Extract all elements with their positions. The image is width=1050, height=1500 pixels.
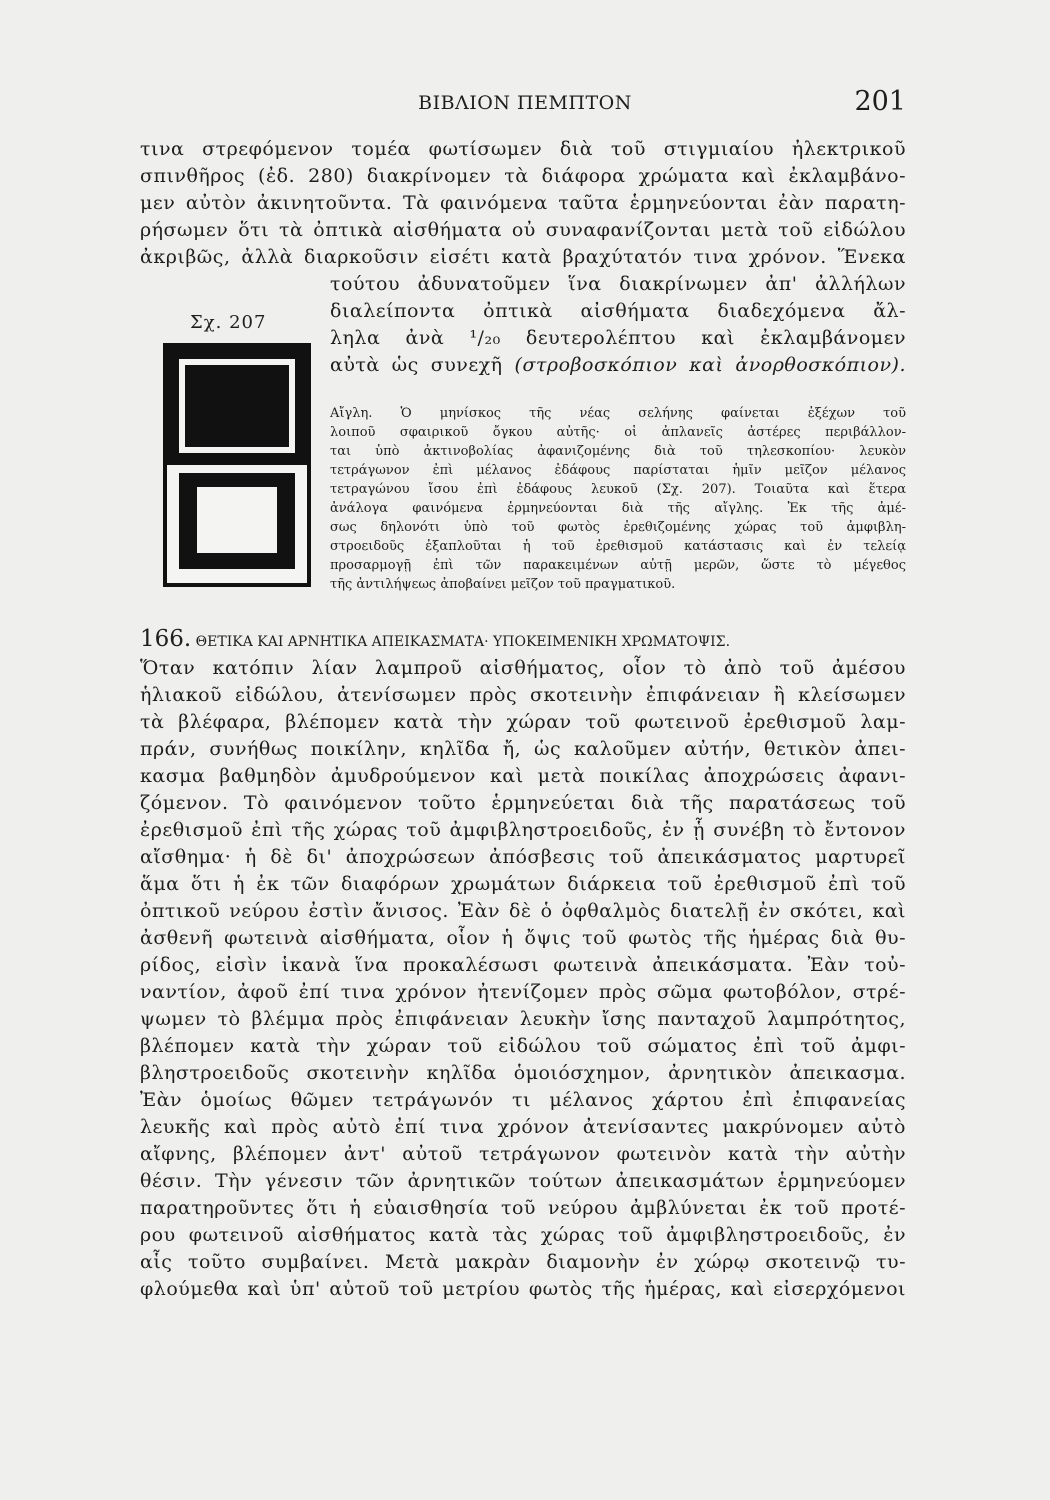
text-line: ζόμενον. Τὸ φαινόμενον τοῦτο ἑρμηνεύεται διὰ τῆς παρατάσεως τοῦ: [140, 792, 906, 814]
text-line: ρήσωμεν ὅτι τὰ ὀπτικὰ αἰσθήματα οὐ συναφανίζονται μετὰ τοῦ εἰδώλου: [140, 219, 906, 241]
figure-white-square-on-black: [197, 487, 277, 553]
text-line: παρατηροῦντες ὅτι ἡ εὐαισθησία τοῦ νεύρου ἀμβλύνεται ἐκ τοῦ προτέ-: [140, 1197, 906, 1219]
small-text-line: ἀνάλογα φαινόμενα ἑρμηνεύονται διὰ τῆς αἴγλης. Ἐκ τῆς ἀμέ-: [330, 501, 906, 516]
running-title: ΒΙΒΛΙΟΝ ΠΕΜΠΤΟΝ: [418, 92, 632, 114]
text-line: θέσιν. Τὴν γένεσιν τῶν ἀρνητικῶν τούτων ἀπεικασμάτων ἑρμηνεύομεν: [140, 1170, 906, 1192]
text-line: ἐρεθισμοῦ ἐπὶ τῆς χώρας τοῦ ἀμφιβληστροειδοῦς, ἐν ᾗ συνέβη τὸ ἔντονον: [140, 819, 906, 841]
section-heading: [140, 624, 906, 657]
small-text-line: τετραγώνου ἴσου ἐπὶ ἐδάφους λευκοῦ (Σχ. 207). Τοιαῦτα καὶ ἕτερα: [330, 482, 906, 497]
text-line: ληλα ἀνὰ ¹/₂₀ δευτερολέπτου καὶ ἐκλαμβάνομεν: [330, 327, 906, 349]
text-line: μεν αὐτὸν ἀκινητοῦντα. Τὰ φαινόμενα ταῦτα ἑρμηνεύονται ἐὰν παρατη-: [140, 192, 906, 214]
text-line: [330, 352, 906, 379]
running-header: [140, 86, 910, 122]
text-line: ναντίον, ἀφοῦ ἐπί τινα χρόνον ἠτενίζομεν πρὸς σῶμα φωτοβόλον, στρέ-: [140, 981, 906, 1003]
text-line: ὀπτικοῦ νεύρου ἐστὶν ἄνισος. Ἐὰν δὲ ὁ ὀφθαλμὸς διατελῇ ἐν σκότει, καὶ: [140, 900, 906, 922]
section-title: ΘΕΤΙΚΑ ΚΑΙ ΑΡΝΗΤΙΚΑ ΑΠΕΙΚΑΣΜΑΤΑ· ΥΠΟΚΕΙΜΕΝΙΚΗ ΧΡΩΜΑΤΟΨΙΣ.: [195, 634, 731, 650]
text-line: ἡλιακοῦ εἰδώλου, ἀτενίσωμεν πρὸς σκοτεινὴν ἐπιφάνειαν ἢ κλείσωμεν: [140, 684, 906, 706]
page-number: 201: [854, 86, 906, 117]
small-text-line: τῆς ἀντιλήψεως ἀποβαίνει μεῖζον τοῦ πραγματικοῦ.: [330, 577, 676, 592]
text-line: βληστροειδοῦς σκοτεινὴν κηλῖδα ὁμοιόσχημον, ἀρνητικὸν ἀπεικασμα.: [140, 1062, 906, 1084]
text-line: πράν, συνήθως ποικίλην, κηλῖδα ἤ, ὡς καλοῦμεν αὐτήν, θετικὸν ἀπει-: [140, 738, 906, 760]
text-line: ἀκριβῶς, ἀλλὰ διαρκοῦσιν εἰσέτι κατὰ βραχύτατόν τινα χρόνον. Ἕνεκα: [140, 246, 906, 268]
figure-black-square-on-white: [185, 365, 289, 447]
text-line: διαλείποντα ὀπτικὰ αἰσθήματα διαδεχόμενα ἄλ-: [330, 300, 906, 322]
text-line: ἅμα ὅτι ἡ ἐκ τῶν διαφόρων χρωμάτων διάρκεια τοῦ ἐρεθισμοῦ ἐπὶ τοῦ: [140, 873, 906, 895]
text-span: αὐτὰ ὡς συνεχῆ: [330, 354, 503, 376]
text-line: φλούμεθα καὶ ὑπ' αὐτοῦ τοῦ μετρίου φωτὸς τῆς ἡμέρας, καὶ εἰσερχόμενοι: [140, 1278, 906, 1300]
small-text-line: προσαρμογῇ ἐπὶ τῶν παρακειμένων αὐτῇ μερῶν, ὥστε τὸ μέγεθος: [330, 558, 906, 573]
small-text-line: σως δηλονότι ὑπὸ τοῦ φωτὸς ἐρεθιζομένης χώρας τοῦ ἀμφιβλη-: [330, 520, 906, 535]
text-line: τινα στρεφόμενον τομέα φωτίσωμεν διὰ τοῦ στιγμιαίου ἠλεκτρικοῦ: [140, 138, 906, 160]
text-line: ἀσθενῆ φωτεινὰ αἰσθήματα, οἷον ἡ ὄψις τοῦ φωτὸς τῆς ἡμέρας διὰ θυ-: [140, 927, 906, 949]
figure-caption: Σχ. 207: [190, 312, 267, 333]
text-line: αἷς τοῦτο συμβαίνει. Μετὰ μακρὰν διαμονὴν ἐν χώρῳ σκοτεινῷ τυ-: [140, 1251, 906, 1273]
text-line: βλέπομεν κατὰ τὴν χώραν τοῦ εἰδώλου τοῦ σώματος ἐπὶ τοῦ ἀμφι-: [140, 1035, 906, 1057]
figure-207: [163, 343, 311, 587]
text-line: λευκῆς καὶ πρὸς αὐτὸ ἐπί τινα χρόνον ἀτενίσαντες μακρύνομεν αὐτὸ: [140, 1116, 906, 1138]
text-line: τὰ βλέφαρα, βλέπομεν κατὰ τὴν χώραν τοῦ φωτεινοῦ ἐρεθισμοῦ λαμ-: [140, 711, 906, 733]
text-line: ψωμεν τὸ βλέμμα πρὸς ἐπιφάνειαν λευκὴν ἴσης πανταχοῦ λαμπρότητος,: [140, 1008, 906, 1030]
text-line: σπινθῆρος (ἐδ. 280) διακρίνομεν τὰ διάφορα χρώματα καὶ ἐκλαμβάνο-: [140, 165, 906, 187]
text-line: ρου φωτεινοῦ αἰσθήματος κατὰ τὰς χώρας τοῦ ἀμφιβληστροειδοῦς, ἐν: [140, 1224, 906, 1246]
text-line: αἴφνης, βλέπομεν ἀντ' αὐτοῦ τετράγωνον φωτεινὸν κατὰ τὴν αὐτὴν: [140, 1143, 906, 1165]
small-text-line: στροειδοῦς ἐξαπλοῦται ἡ τοῦ ἐρεθισμοῦ κατάστασις καὶ ἐν τελείᾳ: [330, 539, 906, 554]
section-number: 166.: [140, 626, 192, 652]
small-text-line: ται ὑπὸ ἀκτινοβολίας ἀφανιζομένης διὰ τοῦ τηλεσκοπίου· λευκὸν: [330, 444, 906, 459]
small-text-line: Αἴγλη. Ὁ μηνίσκος τῆς νέας σελήνης φαίνεται ἐξέχων τοῦ: [330, 406, 906, 421]
small-text-line: τετράγωνον ἐπὶ μέλανος ἐδάφους παρίσταται ἡμῖν μεῖζον μέλανος: [330, 463, 906, 478]
text-line: Ὅταν κατόπιν λίαν λαμπροῦ αἰσθήματος, οἷον τὸ ἀπὸ τοῦ ἀμέσου: [140, 657, 906, 679]
small-text-line: λοιποῦ σφαιρικοῦ ὄγκου αὐτῆς· οἱ ἀπλανεῖς ἀστέρες περιβάλλον-: [330, 425, 906, 440]
text-line: Ἐὰν ὁμοίως θῶμεν τετράγωνόν τι μέλανος χάρτου ἐπὶ ἐπιφανείας: [140, 1089, 906, 1111]
text-line: κασμα βαθμηδὸν ἀμυδρούμενον καὶ μετὰ ποικίλας ἀποχρώσεις ἀφανι-: [140, 765, 906, 787]
text-line: ρίδος, εἰσὶν ἱκανὰ ἵνα προκαλέσωσι φωτεινὰ ἀπεικάσματα. Ἐὰν τοὐ-: [140, 954, 906, 976]
text-line: αἴσθημα· ἡ δὲ δι' ἀποχρώσεων ἀπόσβεσις τοῦ ἀπεικάσματος μαρτυρεῖ: [140, 846, 906, 868]
italic-term: (στροβοσκόπιον καὶ ἀνορθοσκόπιον).: [514, 354, 906, 376]
text-line: τούτου ἀδυνατοῦμεν ἵνα διακρίνωμεν ἀπ' ἀλλήλων: [330, 273, 906, 295]
